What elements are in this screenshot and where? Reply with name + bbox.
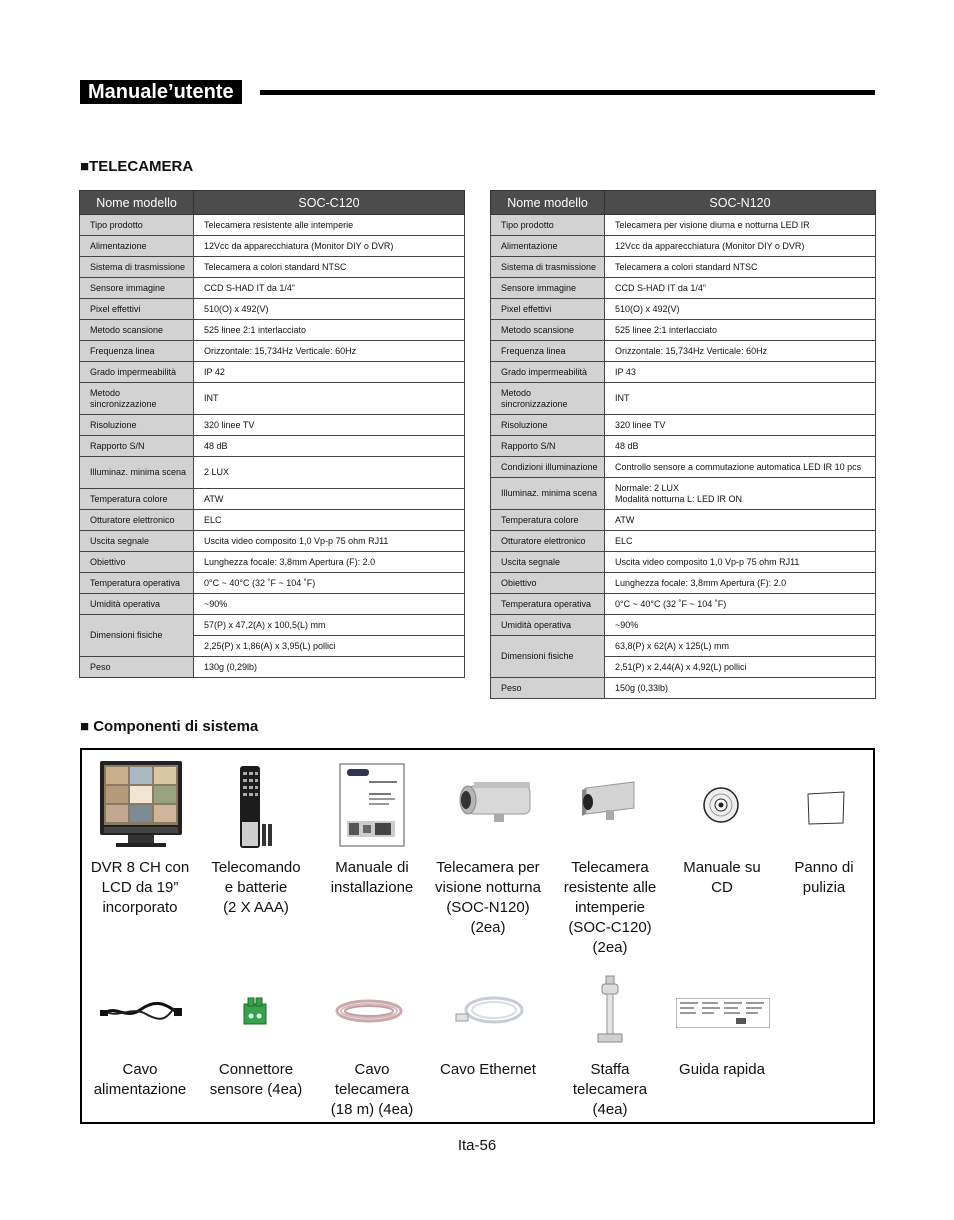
spec-value: INT — [194, 383, 465, 415]
spec-label: Grado impermeabilità — [491, 362, 605, 383]
table-row — [80, 362, 465, 383]
spec-label: Alimentazione — [80, 236, 194, 257]
spec-label: Sensore immagine — [80, 278, 194, 299]
page-title: Manuale’utente — [80, 80, 242, 104]
remote-icon — [234, 764, 274, 850]
spec-label: Obiettivo — [80, 552, 194, 573]
component-install-manual: Manuale di installazione — [330, 859, 414, 896]
spec-value — [605, 478, 876, 510]
spec-value: Telecamera a colori standard NTSC — [194, 257, 465, 278]
spec-label: Sensore immagine — [491, 278, 605, 299]
table-row — [80, 299, 465, 320]
power-cable-icon — [100, 998, 182, 1024]
spec-value: 130g (0,29lb) — [194, 657, 465, 678]
spec-label: Rapporto S/N — [80, 436, 194, 457]
spec-value: 12Vcc da apparecchiatura (Monitor DIY o DVR) — [194, 236, 465, 257]
spec-label: Peso — [491, 678, 605, 699]
spec-value: IP 43 — [605, 362, 876, 383]
spec-label: Temperatura operativa — [491, 594, 605, 615]
table-row — [491, 594, 876, 615]
table-row — [491, 615, 876, 636]
spec-label: Dimensioni fisiche — [491, 636, 605, 678]
table-row — [80, 552, 465, 573]
table-row — [80, 436, 465, 457]
spec-value: 2 LUX — [194, 457, 465, 489]
table-row — [491, 436, 876, 457]
table-row — [80, 457, 465, 489]
table-row — [80, 236, 465, 257]
spec-value: Telecamera per visione diurna e notturna LED IR — [605, 215, 876, 236]
cloth-icon — [806, 791, 846, 825]
spec-value: Lunghezza focale: 3,8mm Apertura (F): 2.0 — [605, 573, 876, 594]
table-row — [80, 531, 465, 552]
table-row — [80, 257, 465, 278]
components-box — [80, 748, 875, 1124]
table-row — [80, 594, 465, 615]
spec-value: 320 linee TV — [605, 415, 876, 436]
camera-cable-icon — [334, 996, 404, 1026]
page-number: Ita-56 — [457, 1137, 497, 1154]
spec-value: Orizzontale: 15,734Hz Verticale: 60Hz — [605, 341, 876, 362]
table-row — [80, 278, 465, 299]
spec-value: 510(O) x 492(V) — [605, 299, 876, 320]
spec-label: Temperatura colore — [80, 489, 194, 510]
table-row — [80, 573, 465, 594]
spec-label: Uscita segnale — [80, 531, 194, 552]
spec-label: Peso — [80, 657, 194, 678]
table-row — [491, 362, 876, 383]
table-row — [80, 657, 465, 678]
spec-label: Uscita segnale — [491, 552, 605, 573]
table-row — [80, 341, 465, 362]
table-row — [491, 678, 876, 699]
spec-value-line: Modalità notturna L: LED IR ON — [615, 493, 743, 504]
spec-label: Umidità operativa — [80, 594, 194, 615]
spec-value: CCD S-HAD IT da 1/4” — [605, 278, 876, 299]
table-row — [491, 257, 876, 278]
page-header — [80, 80, 875, 104]
spec-value: Orizzontale: 15,734Hz Verticale: 60Hz — [194, 341, 465, 362]
spec-value: 510(O) x 492(V) — [194, 299, 465, 320]
spec-value: Lunghezza focale: 3,8mm Apertura (F): 2.0 — [194, 552, 465, 573]
cd-icon — [702, 786, 740, 824]
spec-value: 12Vcc da apparecchiatura (Monitor DIY o DVR) — [605, 236, 876, 257]
dvr-monitor-icon — [98, 759, 184, 849]
manual-book-icon — [339, 763, 405, 847]
table-row — [491, 457, 876, 478]
quick-guide-icon — [676, 998, 770, 1028]
spec-label: Risoluzione — [80, 415, 194, 436]
spec-label: Dimensioni fisiche — [80, 615, 194, 657]
sensor-connector-icon — [242, 996, 270, 1028]
spec-value: INT — [605, 383, 876, 415]
spec-value: 2,51(P) x 2,44(A) x 4,92(L) pollici — [605, 657, 876, 678]
spec-value: ATW — [194, 489, 465, 510]
table-row — [80, 215, 465, 236]
spec-value: Telecamera resistente alle intemperie — [194, 215, 465, 236]
table-row — [491, 341, 876, 362]
table-row — [491, 215, 876, 236]
spec-label: Tipo prodotto — [80, 215, 194, 236]
spec-value: 525 linee 2:1 interlacciato — [194, 320, 465, 341]
table-header-model: Nome modello — [80, 191, 194, 215]
table-row — [80, 415, 465, 436]
component-power-cable: Cavo alimentazione — [93, 1061, 187, 1098]
table-row — [491, 299, 876, 320]
spec-value: 2,25(P) x 1,86(A) x 3,95(L) pollici — [194, 636, 465, 657]
table-row — [80, 320, 465, 341]
spec-label: Umidità operativa — [491, 615, 605, 636]
table-row — [491, 320, 876, 341]
night-camera-icon — [454, 778, 534, 828]
component-ethernet-cable: Cavo Ethernet — [440, 1061, 536, 1078]
spec-label: Pixel effettivi — [491, 299, 605, 320]
table-row — [80, 489, 465, 510]
spec-table-soc-c120 — [79, 190, 465, 678]
spec-value: 63,8(P) x 62(A) x 125(L) mm — [605, 636, 876, 657]
header-rule — [260, 90, 875, 95]
component-cd-manual: Manuale su CD — [683, 859, 761, 896]
component-bracket: Staffa telecamera (4ea) — [572, 1061, 648, 1118]
component-quick-guide: Guida rapida — [679, 1061, 765, 1078]
table-row — [491, 478, 876, 510]
spec-label: Metodo scansione — [491, 320, 605, 341]
spec-value: IP 42 — [194, 362, 465, 383]
spec-value: 48 dB — [194, 436, 465, 457]
spec-label: Otturatore elettronico — [491, 531, 605, 552]
table-row — [491, 510, 876, 531]
spec-label: Pixel effettivi — [80, 299, 194, 320]
table-row — [491, 573, 876, 594]
spec-value: 150g (0,33lb) — [605, 678, 876, 699]
table-row — [491, 552, 876, 573]
table-header-model-value: SOC-C120 — [194, 191, 465, 215]
spec-label: Tipo prodotto — [491, 215, 605, 236]
table-row — [491, 531, 876, 552]
weather-camera-icon — [576, 778, 638, 830]
spec-value: 320 linee TV — [194, 415, 465, 436]
spec-label: Sistema di trasmissione — [491, 257, 605, 278]
spec-label: Sistema di trasmissione — [80, 257, 194, 278]
ethernet-cable-icon — [454, 990, 526, 1028]
table-row — [80, 510, 465, 531]
spec-label: Alimentazione — [491, 236, 605, 257]
table-row — [491, 278, 876, 299]
spec-value: 0°C ~ 40°C (32 ˚F ~ 104 ˚F) — [194, 573, 465, 594]
component-night-camera: Telecamera per visione notturna (SOC-N120) (2ea) — [435, 859, 541, 936]
spec-value: ELC — [194, 510, 465, 531]
spec-label: Condizioni illuminazione — [491, 457, 605, 478]
spec-label: Temperatura colore — [491, 510, 605, 531]
spec-label: Frequenza linea — [80, 341, 194, 362]
spec-value: CCD S-HAD IT da 1/4” — [194, 278, 465, 299]
spec-label: Metodo sincronizzazione — [80, 383, 194, 415]
spec-label: Metodo scansione — [80, 320, 194, 341]
spec-value: Uscita video composito 1,0 Vp-p 75 ohm RJ11 — [194, 531, 465, 552]
component-remote: Telecomando e batterie (2 X AAA) — [211, 859, 301, 916]
section-camera-title: ■TELECAMERA — [80, 158, 194, 175]
table-row — [491, 415, 876, 436]
spec-value: ~90% — [194, 594, 465, 615]
spec-value: 0°C ~ 40°C (32 ˚F ~ 104 ˚F) — [605, 594, 876, 615]
spec-label: Risoluzione — [491, 415, 605, 436]
spec-label: Otturatore elettronico — [80, 510, 194, 531]
component-weather-camera: Telecamera resistente alle intemperie (SOC-C120) (2ea) — [563, 859, 657, 956]
spec-table-soc-n120 — [490, 190, 876, 699]
spec-value: Controllo sensore a commutazione automatica LED IR 10 pcs — [605, 457, 876, 478]
spec-value: Telecamera a colori standard NTSC — [605, 257, 876, 278]
table-row — [491, 236, 876, 257]
spec-label: Metodo sincronizzazione — [491, 383, 605, 415]
component-cloth: Panno di pulizia — [794, 859, 854, 896]
component-dvr: DVR 8 CH con LCD da 19” incorporato — [90, 859, 190, 916]
spec-label: Rapporto S/N — [491, 436, 605, 457]
table-row — [80, 615, 465, 636]
spec-value: ELC — [605, 531, 876, 552]
component-camera-cable: Cavo telecamera (18 m) (4ea) — [330, 1061, 414, 1118]
spec-value: Uscita video composito 1,0 Vp-p 75 ohm RJ11 — [605, 552, 876, 573]
spec-label: Temperatura operativa — [80, 573, 194, 594]
table-row — [491, 636, 876, 657]
table-header-model: Nome modello — [491, 191, 605, 215]
spec-value: 525 linee 2:1 interlacciato — [605, 320, 876, 341]
spec-label: Illuminaz. minima scena — [491, 478, 605, 510]
spec-label: Grado impermeabilità — [80, 362, 194, 383]
table-row — [491, 383, 876, 415]
spec-label: Illuminaz. minima scena — [80, 457, 194, 489]
component-sensor-connector: Connettore sensore (4ea) — [209, 1061, 303, 1098]
table-row — [80, 383, 465, 415]
spec-label: Frequenza linea — [491, 341, 605, 362]
section-components-title: ■ Componenti di sistema — [80, 718, 259, 735]
spec-label: Obiettivo — [491, 573, 605, 594]
spec-value: 48 dB — [605, 436, 876, 457]
spec-value-line: Normale: 2 LUX — [615, 482, 680, 493]
spec-value: 57(P) x 47,2(A) x 100,5(L) mm — [194, 615, 465, 636]
bracket-icon — [592, 972, 634, 1048]
spec-value: ATW — [605, 510, 876, 531]
spec-value: ~90% — [605, 615, 876, 636]
table-header-model-value: SOC-N120 — [605, 191, 876, 215]
